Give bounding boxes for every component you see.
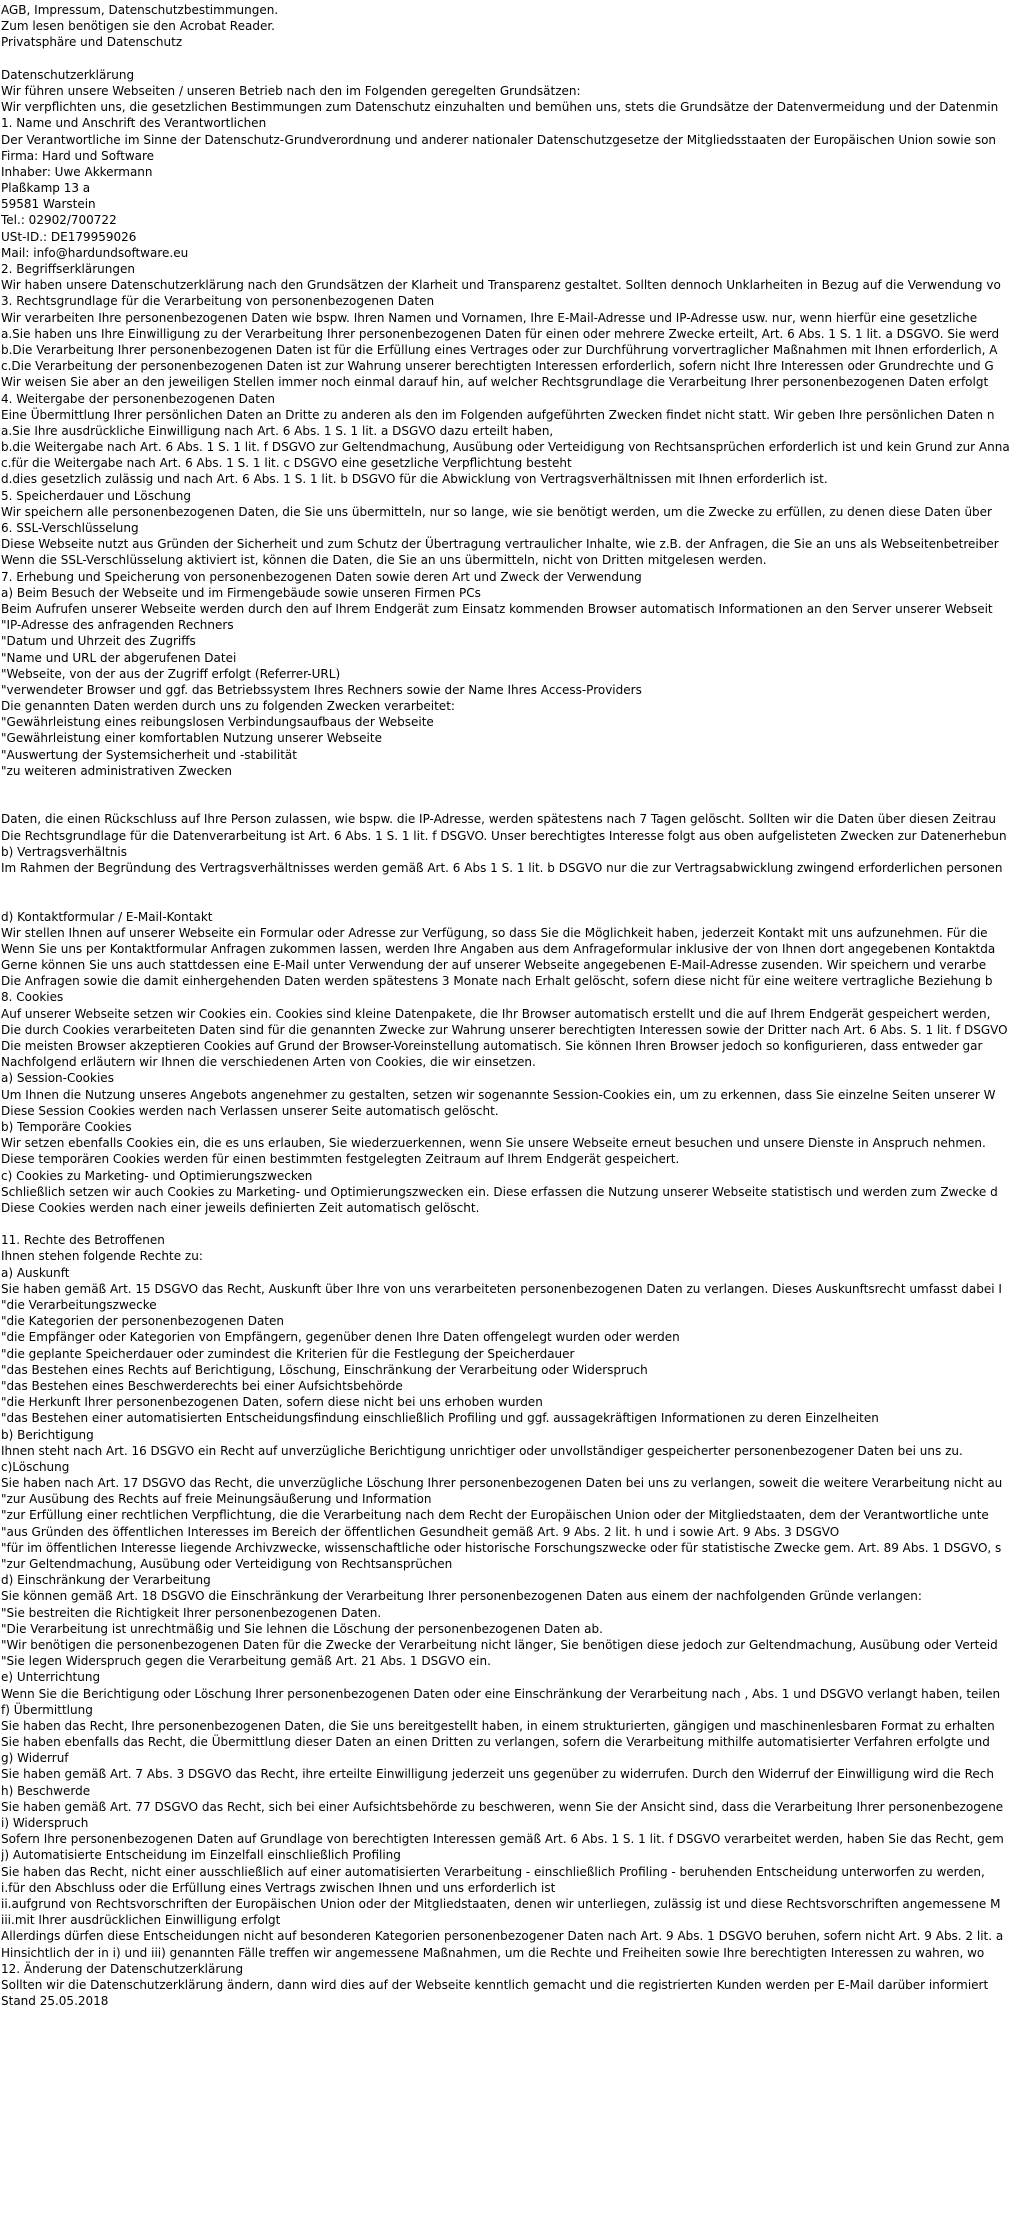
text-line: Stand 25.05.2018 — [1, 1994, 109, 2009]
text-line: c.für die Weitergabe nach Art. 6 Abs. 1 S. 1 lit. c DSGVO eine gesetzliche Verpflichtung besteht — [1, 456, 572, 471]
text-line: Sie haben das Recht, Ihre personenbezogenen Daten, die Sie uns bereitgestellt haben, in einem strukturierten, gängigen und maschinenlesbaren Format zu erhalten — [1, 1718, 995, 1733]
text-line: d.dies gesetzlich zulässig und nach Art. 6 Abs. 1 S. 1 lit. b DSGVO für die Abwicklung von Vertragsverhältnissen mit Ihnen erforderlich ist. — [1, 472, 828, 487]
text-line: Wir speichern alle personenbezogenen Daten, die Sie uns übermitteln, nur so lange, wie sie benötigt werden, um die Zwecke zu erfüllen, zu denen diese Daten über — [1, 504, 992, 519]
text-line: "Name und URL der abgerufenen Datei — [1, 650, 237, 665]
text-line: b.Die Verarbeitung Ihrer personenbezogenen Daten ist für die Erfüllung eines Vertrages oder zur Durchführung vorvertraglicher Maßnahmen mit Ihnen erforderlich, A — [1, 342, 998, 357]
text-line: Sie haben nach Art. 17 DSGVO das Recht, die unverzügliche Löschung Ihrer personenbezogenen Daten bei uns zu verlangen, soweit die weitere Verarbeitung nicht au — [1, 1476, 1003, 1491]
text-line: AGB, Impressum, Datenschutzbestimmungen. — [1, 3, 279, 17]
text-line: Sie können gemäß Art. 18 DSGVO die Einschränkung der Verarbeitung Ihrer personenbezogenen Daten aus einem der nachfolgenden Gründe verlangen: — [1, 1589, 922, 1604]
text-line: 12. Änderung der Datenschutzerklärung — [1, 1961, 244, 1976]
text-line: Sie haben das Recht, nicht einer ausschließlich auf einer automatisierten Verarbeitung - einschließlich Profiling - beruhenden Entscheidung unterworfen zu werden, — [1, 1864, 985, 1879]
text-line: 2. Begriffserklärungen — [1, 262, 135, 276]
text-line: Hinsichtlich der in i) und iii) genannten Fälle treffen wir angemessene Maßnahmen, um die Rechte und Freiheiten sowie Ihre berechtigten Interessen zu wahren, wo — [1, 1945, 985, 1960]
text-line: "die geplante Speicherdauer oder zumindest die Kriterien für die Festlegung der Speicherdauer — [1, 1346, 575, 1361]
text-line: Tel.: 02902/700722 — [1, 213, 117, 228]
text-line: Ihnen steht nach Art. 16 DSGVO ein Recht auf unverzügliche Berichtigung unrichtiger oder unvollständiger gespeicherter personenbezogener Daten bei uns zu. — [1, 1443, 963, 1458]
text-line: Diese Session Cookies werden nach Verlassen unserer Seite automatisch gelöscht. — [1, 1103, 499, 1118]
text-line: b.die Weitergabe nach Art. 6 Abs. 1 S. 1 lit. f DSGVO zur Geltendmachung, Ausübung oder Verteidigung von Rechtsansprüchen erforderlich ist und kein Grund zur Anna — [1, 440, 1010, 455]
text-line: a.Sie Ihre ausdrückliche Einwilligung nach Art. 6 Abs. 1 S. 1 lit. a DSGVO dazu erteilt haben, — [1, 423, 554, 438]
text-line: Sie haben gemäß Art. 77 DSGVO das Recht, sich bei einer Aufsichtsbehörde zu beschweren, wenn Sie der Ansicht sind, dass die Verarbeitung Ihrer personenbezogene — [1, 1799, 1004, 1814]
text-line: "Die Verarbeitung ist unrechtmäßig und Sie lehnen die Löschung der personenbezogenen Daten ab. — [1, 1621, 603, 1636]
text-line: "Sie bestreiten die Richtigkeit Ihrer personenbezogenen Daten. — [1, 1605, 382, 1620]
text-line: e) Unterrichtung — [1, 1670, 101, 1685]
text-line: USt-ID.: DE179959026 — [1, 229, 137, 244]
text-line: 6. SSL-Verschlüsselung — [1, 521, 139, 535]
text-line: g) Widerruf — [1, 1751, 69, 1766]
blank-line — [1, 51, 1016, 67]
text-line: Wenn Sie die Berichtigung oder Löschung Ihrer personenbezogenen Daten oder eine Einschränkung der Verarbeitung nach , Abs. 1 und DSGVO verlangt haben, teilen — [1, 1686, 1001, 1701]
text-line: Wenn Sie uns per Kontaktformular Anfragen zukommen lassen, werden Ihre Angaben aus dem Anfrageformular inklusive der von Ihnen dort angegebenen Kontaktda — [1, 941, 996, 956]
text-line: Die Anfragen sowie die damit einhergehenden Daten werden spätestens 3 Monate nach Erhalt gelöscht, sofern diese nicht für eine weitere vertragliche Beziehung b — [1, 974, 993, 989]
text-line: 59581 Warstein — [1, 197, 96, 212]
text-line: "das Bestehen eines Rechts auf Berichtigung, Löschung, Einschränkung der Verarbeitung oder Widerspruch — [1, 1362, 648, 1377]
text-line: j) Automatisierte Entscheidung im Einzelfall einschließlich Profiling — [1, 1848, 401, 1863]
text-line: Wir führen unsere Webseiten / unseren Betrieb nach den im Folgenden geregelten Grundsätzen: — [1, 83, 581, 98]
blank-line — [1, 892, 1016, 908]
text-line: "zur Erfüllung einer rechtlichen Verpflichtung, die die Verarbeitung nach dem Recht der Europäischen Union oder der Mitgliedstaaten, dem der Verantwortliche unte — [1, 1508, 989, 1523]
text-line: f) Übermittlung — [1, 1702, 93, 1717]
text-line: Daten, die einen Rückschluss auf Ihre Person zulassen, wie bspw. die IP-Adresse, werden spätestens nach 7 Tagen gelöscht. Sollten wir die Daten über diesen Zeitrau — [1, 812, 997, 827]
text-line: a.Sie haben uns Ihre Einwilligung zu der Verarbeitung Ihrer personenbezogenen Daten für einen oder mehrere Zwecke erteilt, Art. 6 Abs. 1 S. 1 lit. a DSGVO. Sie werd — [1, 326, 1000, 341]
text-line: Die Rechtsgrundlage für die Datenverarbeitung ist Art. 6 Abs. 1 S. 1 lit. f DSGVO. Unser berechtigtes Interesse folgt aus oben aufgelisteten Zwecken zur Datenerhebun — [1, 828, 1007, 843]
text-line: Diese Cookies werden nach einer jeweils definierten Zeit automatisch gelöscht. — [1, 1200, 480, 1215]
text-line: "verwendeter Browser und ggf. das Betriebssystem Ihres Rechners sowie der Name Ihres Access-Providers — [1, 682, 642, 697]
text-line: "die Kategorien der personenbezogenen Daten — [1, 1314, 285, 1329]
text-line: Firma: Hard und Software — [1, 148, 155, 163]
blank-line — [1, 795, 1016, 811]
text-line: Sie haben gemäß Art. 7 Abs. 3 DSGVO das Recht, ihre erteilte Einwilligung jederzeit uns gegenüber zu widerrufen. Durch den Widerruf der Einwilligung wird die Rech — [1, 1767, 995, 1782]
text-line: 4. Weitergabe der personenbezogenen Daten — [1, 391, 275, 406]
text-line: a) Beim Besuch der Webseite und im Firmengebäude sowie unseren Firmen PCs — [1, 585, 481, 600]
text-line: Um Ihnen die Nutzung unseres Angebots angenehmer zu gestalten, setzen wir sogenannte Session-Cookies ein, um zu erkennen, dass Sie einzelne Seiten unserer W — [1, 1087, 996, 1102]
text-line: Sollten wir die Datenschutzerklärung ändern, dann wird dies auf der Webseite kenntlich gemacht und die registrierten Kunden werden per E-Mail darüber informiert — [1, 1977, 989, 1992]
text-line: Zum lesen benötigen sie den Acrobat Reader. — [1, 19, 275, 34]
text-line: Sie haben gemäß Art. 15 DSGVO das Recht, Auskunft über Ihre von uns verarbeiteten personenbezogenen Daten zu verlangen. Dieses Auskunftsrecht umfasst dabei I — [1, 1281, 1002, 1296]
text-line: Diese temporären Cookies werden für einen bestimmten festgelegten Zeitraum auf Ihrem Endgerät gespeichert. — [1, 1152, 680, 1167]
text-line: "das Bestehen eines Beschwerderechts bei einer Aufsichtsbehörde — [1, 1378, 403, 1393]
text-line: "Webseite, von der aus der Zugriff erfolgt (Referrer-URL) — [1, 666, 341, 681]
text-line: Auf unserer Webseite setzen wir Cookies ein. Cookies sind kleine Datenpakete, die Ihr Browser automatisch erstellt und die auf Ihrem Endgerät gespeichert werden, — [1, 1006, 991, 1021]
text-line: Wir verarbeiten Ihre personenbezogenen Daten wie bspw. Ihren Namen und Vornamen, Ihre E-Mail-Adresse und IP-Adresse usw. nur, wenn hierfür eine gesetzliche — [1, 310, 978, 325]
text-line: Der Verantwortliche im Sinne der Datenschutz-Grundverordnung und anderer nationaler Datenschutzgesetze der Mitgliedsstaaten der Europäischen Union sowie son — [1, 132, 997, 147]
text-line: Wir setzen ebenfalls Cookies ein, die es uns erlauben, Sie wiederzuerkennen, wenn Sie unsere Webseite erneut besuchen und unsere Dienste in Anspruch nehmen. — [1, 1136, 986, 1151]
text-line: "zur Geltendmachung, Ausübung oder Verteidigung von Rechtsansprüchen — [1, 1557, 453, 1571]
text-line: Gerne können Sie uns auch stattdessen eine E-Mail unter Verwendung der auf unserer Webseite angegebenen E-Mail-Adresse zusenden. Wir speichern und verarbe — [1, 958, 987, 973]
text-line: "Gewährleistung einer komfortablen Nutzung unserer Webseite — [1, 731, 382, 746]
text-line: Sofern Ihre personenbezogenen Daten auf Grundlage von berechtigten Interessen gemäß Art. 6 Abs. 1 S. 1 lit. f DSGVO verarbeitet werden, haben Sie das Recht, gem — [1, 1832, 1004, 1847]
text-line: 11. Rechte des Betroffenen — [1, 1233, 165, 1248]
text-line: "Datum und Uhrzeit des Zugriffs — [1, 634, 196, 649]
text-line: Wir stellen Ihnen auf unserer Webseite ein Formular oder Adresse zur Verfügung, so dass Sie die Möglichkeit haben, jederzeit Kontakt mit uns aufzunehmen. Für die — [1, 925, 988, 940]
text-line: iii.mit Ihrer ausdrücklichen Einwilligung erfolgt — [1, 1913, 281, 1928]
text-line: "Sie legen Widerspruch gegen die Verarbeitung gemäß Art. 21 Abs. 1 DSGVO ein. — [1, 1654, 491, 1669]
text-line: Ihnen stehen folgende Rechte zu: — [1, 1249, 203, 1264]
text-line: "Gewährleistung eines reibungslosen Verbindungsaufbaus der Webseite — [1, 715, 434, 730]
text-line: Beim Aufrufen unserer Webseite werden durch den auf Ihrem Endgerät zum Einsatz kommenden Browser automatisch Informationen an den Server unserer Webseit — [1, 601, 993, 616]
text-line: Die meisten Browser akzeptieren Cookies auf Grund der Browser-Voreinstellung automatisch. Sie können Ihren Browser jedoch so konfigurieren, dass entweder gar — [1, 1039, 983, 1053]
text-line: Datenschutzerklärung — [1, 67, 135, 82]
text-line: h) Beschwerde — [1, 1783, 91, 1798]
text-line: d) Einschränkung der Verarbeitung — [1, 1573, 211, 1588]
text-line: Sie haben ebenfalls das Recht, die Übermittlung dieser Daten an einen Dritten zu verlangen, sofern die Verarbeitung mithilfe automatisierter Verfahren erfolgte und — [1, 1735, 990, 1750]
text-line: a) Session-Cookies — [1, 1071, 114, 1086]
text-line: Wir weisen Sie aber an den jeweiligen Stellen immer noch einmal darauf hin, auf welcher Rechtsgrundlage die Verarbeitung Ihrer personenbezogenen Daten erfolgt — [1, 375, 989, 390]
text-line: b) Temporäre Cookies — [1, 1119, 132, 1134]
text-line: d) Kontaktformular / E-Mail-Kontakt — [1, 909, 213, 924]
text-line: 5. Speicherdauer und Löschung — [1, 488, 191, 503]
text-line: Diese Webseite nutzt aus Gründen der Sicherheit und zum Schutz der Übertragung vertraulicher Inhalte, wie z.B. der Anfragen, die Sie an uns als Webseitenbetreiber — [1, 537, 999, 552]
text-line: b) Vertragsverhältnis — [1, 844, 127, 859]
text-line: c)Löschung — [1, 1459, 70, 1474]
text-line: Wir verpflichten uns, die gesetzlichen Bestimmungen zum Datenschutz einzuhalten und bemühen uns, stets die Grundsätze der Datenvermeidung und der Datenmin — [1, 100, 999, 115]
text-line: Die genannten Daten werden durch uns zu folgenden Zwecken verarbeitet: — [1, 699, 455, 714]
text-line: Inhaber: Uwe Akkermann — [1, 164, 153, 179]
text-line: Mail: info@hardundsoftware.eu — [1, 245, 189, 260]
text-line: "zu weiteren administrativen Zwecken — [1, 763, 232, 778]
text-line: c.Die Verarbeitung der personenbezogenen Daten ist zur Wahrung unserer berechtigten Interessen erforderlich, sofern nicht Ihre Interessen oder Grundrechte und G — [1, 359, 994, 374]
blank-line — [1, 1216, 1016, 1232]
text-line: "die Verarbeitungszwecke — [1, 1298, 157, 1312]
text-line: "die Herkunft Ihrer personenbezogenen Daten, sofern diese nicht bei uns erhoben wurden — [1, 1395, 543, 1410]
text-line: Privatsphäre und Datenschutz — [1, 35, 183, 50]
text-line: a) Auskunft — [1, 1265, 70, 1280]
text-line: "die Empfänger oder Kategorien von Empfängern, gegenüber denen Ihre Daten offengelegt wurden oder werden — [1, 1330, 680, 1345]
text-line: Wir haben unsere Datenschutzerklärung nach den Grundsätzen der Klarheit und Transparenz gestaltet. Sollten dennoch Unklarheiten in Bezug auf die Verwendung vo — [1, 278, 1001, 293]
text-line: 7. Erhebung und Speicherung von personenbezogenen Daten sowie deren Art und Zweck der Verwendung — [1, 569, 642, 584]
text-line: Im Rahmen der Begründung des Vertragsverhältnisses werden gemäß Art. 6 Abs 1 S. 1 lit. b DSGVO nur die zur Vertragsabwicklung zwingend erforderlichen personen — [1, 860, 1003, 875]
text-line: "zur Ausübung des Rechts auf freie Meinungsäußerung und Information — [1, 1492, 432, 1507]
text-line: i) Widerspruch — [1, 1816, 89, 1830]
text-line: "aus Gründen des öffentlichen Interesses im Bereich der öffentlichen Gesundheit gemäß Art. 9 Abs. 2 lit. h und i sowie Art. 9 Abs. 3 DSGVO — [1, 1524, 840, 1539]
text-line: Nachfolgend erläutern wir Ihnen die verschiedenen Arten von Cookies, die wir einsetzen. — [1, 1055, 536, 1070]
text-line: Wenn die SSL-Verschlüsselung aktiviert ist, können die Daten, die Sie an uns übermitteln, nicht von Dritten mitgelesen werden. — [1, 553, 767, 568]
text-line: Eine Übermittlung Ihrer persönlichen Daten an Dritte zu anderen als den im Folgenden aufgeführten Zwecken findet nicht statt. Wir geben Ihre persönlichen Daten n — [1, 407, 995, 422]
text-line: 3. Rechtsgrundlage für die Verarbeitung von personenbezogenen Daten — [1, 294, 435, 309]
text-line: "IP-Adresse des anfragenden Rechners — [1, 618, 234, 633]
text-line: i.für den Abschluss oder die Erfüllung eines Vertrags zwischen Ihnen und uns erforderlich ist — [1, 1880, 556, 1895]
text-line: ii.aufgrund von Rechtsvorschriften der Europäischen Union oder der Mitgliedstaaten, denen wir unterliegen, zulässig ist und diese Rechtsvorschriften angemessene M — [1, 1896, 1001, 1911]
text-line: b) Berichtigung — [1, 1427, 94, 1442]
text-line: Plaßkamp 13 a — [1, 181, 91, 196]
text-line: "das Bestehen einer automatisierten Entscheidungsfindung einschließlich Profiling und ggf. aussagekräftigen Informationen zu deren Einzelheiten — [1, 1411, 879, 1426]
text-line: 1. Name und Anschrift des Verantwortlichen — [1, 116, 267, 131]
text-line: c) Cookies zu Marketing- und Optimierungszwecken — [1, 1168, 313, 1183]
text-line: "Auswertung der Systemsicherheit und -stabilität — [1, 747, 297, 762]
blank-line — [1, 779, 1016, 795]
text-line: Schließlich setzen wir auch Cookies zu Marketing- und Optimierungszwecken ein. Diese erfassen die Nutzung unserer Webseite statistisch und werden zum Zwecke d — [1, 1184, 998, 1199]
text-line: Allerdings dürfen diese Entscheidungen nicht auf besonderen Kategorien personenbezogener Daten nach Art. 9 Abs. 1 DSGVO beruhen, sofern nicht Art. 9 Abs. 2 lit. a — [1, 1929, 1004, 1944]
text-line: "Wir benötigen die personenbezogenen Daten für die Zwecke der Verarbeitung nicht länger, Sie benötigen diese jedoch zur Geltendmachung, Ausübung oder Verteid — [1, 1637, 998, 1652]
blank-line — [1, 876, 1016, 892]
text-line: 8. Cookies — [1, 990, 64, 1005]
text-line: "für im öffentlichen Interesse liegende Archivzwecke, wissenschaftliche oder historische Forschungszwecke oder für statistische Zwecke gem. Art. 89 Abs. 1 DSGVO, s — [1, 1540, 1002, 1555]
text-line: Die durch Cookies verarbeiteten Daten sind für die genannten Zwecke zur Wahrung unserer berechtigten Interessen sowie der Dritter nach Art. 6 Abs. S. 1 lit. f DSGVO — [1, 1022, 1008, 1037]
